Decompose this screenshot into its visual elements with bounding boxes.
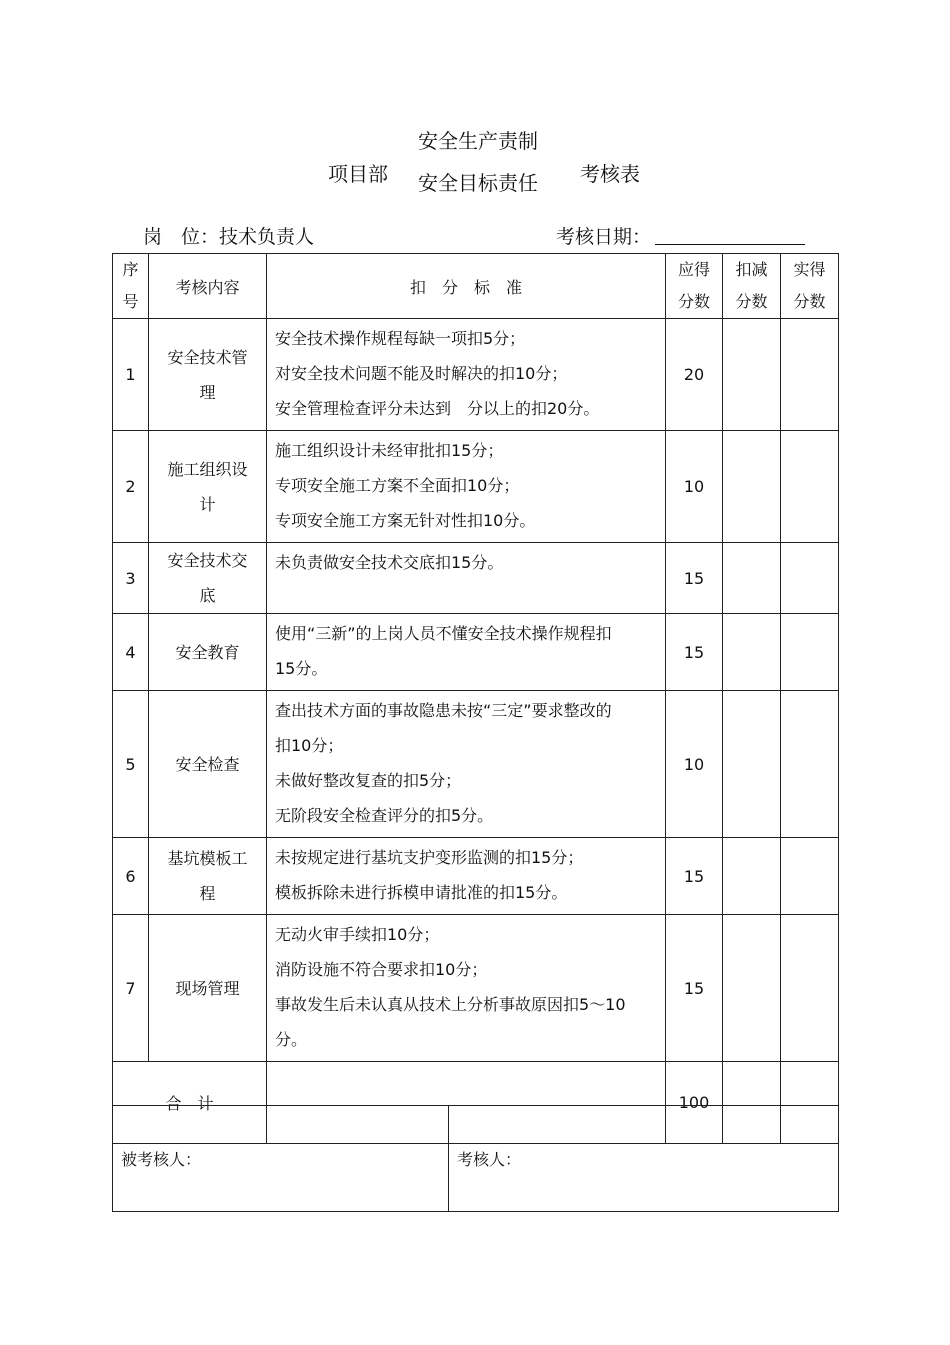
row-seq: 6 <box>113 838 149 915</box>
standard-line: 查出技术方面的事故隐患未按“三定”要求整改的 <box>275 701 612 720</box>
row-item <box>149 614 267 691</box>
row-item <box>149 691 267 838</box>
row-deduct-cell[interactable] <box>723 838 781 915</box>
standard-line: 模板拆除未进行拆模申请批准的扣15分。 <box>275 883 568 902</box>
row-item-line: 安全检查 <box>175 754 240 774</box>
row-item-line: 安全技术管 <box>167 347 248 367</box>
signature-table <box>112 1105 839 1212</box>
row-item-line: 计 <box>199 494 216 514</box>
header-content: 考核内容 <box>149 254 267 319</box>
title-left: 项目部 <box>328 162 388 186</box>
row-seq: 5 <box>113 691 149 838</box>
row-deduct-cell[interactable] <box>723 614 781 691</box>
row-item <box>149 838 267 915</box>
row-seq: 1 <box>113 319 149 431</box>
table-row <box>113 838 839 915</box>
row-actual-cell[interactable] <box>781 838 839 915</box>
row-item-line: 底 <box>199 586 216 605</box>
row-actual-cell[interactable] <box>781 431 839 543</box>
header-deduct <box>723 254 781 319</box>
row-due-score: 15 <box>666 543 723 614</box>
row-seq: 3 <box>113 543 149 614</box>
row-due-score: 15 <box>666 915 723 1062</box>
standard-line: 无阶段安全检查评分的扣5分。 <box>275 806 494 825</box>
header-actual-line: 实得 <box>793 260 826 279</box>
row-seq: 2 <box>113 431 149 543</box>
header-deduct-line: 分数 <box>735 292 768 311</box>
standard-line: 专项安全施工方案不全面扣10分； <box>275 476 520 495</box>
row-actual-cell[interactable] <box>781 543 839 614</box>
row-standard <box>267 838 666 915</box>
row-item-line: 理 <box>199 382 216 402</box>
row-due-score: 15 <box>666 838 723 915</box>
row-item <box>149 543 267 614</box>
title-stack <box>418 128 538 196</box>
date-label: 考核日期： <box>556 226 652 248</box>
header-due <box>666 254 723 319</box>
table-row <box>113 614 839 691</box>
standard-line: 安全管理检查评分未达到 分以上的扣20分。 <box>275 399 600 418</box>
row-due-score: 15 <box>666 614 723 691</box>
position-label: 岗 位：技术负责人 <box>143 226 315 248</box>
row-deduct-cell[interactable] <box>723 319 781 431</box>
table-row <box>113 431 839 543</box>
standard-line: 分。 <box>275 1030 308 1049</box>
row-deduct-cell[interactable] <box>723 691 781 838</box>
header-actual-line: 分数 <box>793 292 826 311</box>
row-standard <box>267 915 666 1062</box>
header-standard: 扣 分 标 准 <box>267 254 666 319</box>
date-blank-line[interactable] <box>655 244 805 245</box>
header-due-line: 应得 <box>677 260 710 279</box>
standard-line: 15分。 <box>275 659 328 678</box>
standard-line: 使用“三新”的上岗人员不懂安全技术操作规程扣 <box>275 624 612 643</box>
row-standard <box>267 691 666 838</box>
row-actual-cell[interactable] <box>781 319 839 431</box>
total-label: 合 计 <box>113 1062 267 1144</box>
header-seq-line: 序 <box>122 260 139 279</box>
row-due-score: 10 <box>666 691 723 838</box>
row-item <box>149 319 267 431</box>
table-row <box>113 915 839 1062</box>
table-row <box>113 691 839 838</box>
assessor-signature[interactable]: 考核人： <box>449 1106 839 1212</box>
standard-line: 扣10分； <box>275 736 344 755</box>
standard-line: 未按规定进行基坑支护变形监测的扣15分； <box>275 848 584 867</box>
row-actual-cell[interactable] <box>781 915 839 1062</box>
header-seq <box>113 254 149 319</box>
row-item-line: 现场管理 <box>175 978 240 998</box>
header-seq-line: 号 <box>122 292 139 311</box>
row-seq: 4 <box>113 614 149 691</box>
header-deduct-line: 扣减 <box>735 260 768 279</box>
row-item-line: 安全技术交 <box>167 551 248 570</box>
row-standard <box>267 543 666 614</box>
row-item-line: 安全教育 <box>175 642 240 662</box>
row-due-score: 10 <box>666 431 723 543</box>
standard-line: 未负责做安全技术交底扣15分。 <box>275 553 504 572</box>
row-actual-cell[interactable] <box>781 691 839 838</box>
title-line-1: 安全生产责制 <box>418 129 538 153</box>
table-row <box>113 543 839 614</box>
row-item-line: 施工组织设 <box>167 459 248 479</box>
row-item-line: 程 <box>199 884 216 903</box>
standard-line: 无动火审手续扣10分； <box>275 925 440 944</box>
table-row <box>113 319 839 431</box>
row-item <box>149 915 267 1062</box>
header-due-line: 分数 <box>677 292 710 311</box>
standard-line: 安全技术操作规程每缺一项扣5分； <box>275 329 526 348</box>
standard-line: 消防设施不符合要求扣10分； <box>275 960 488 979</box>
assessment-table <box>112 253 839 1144</box>
standard-line: 未做好整改复查的扣5分； <box>275 771 462 790</box>
row-deduct-cell[interactable] <box>723 543 781 614</box>
row-due-score: 20 <box>666 319 723 431</box>
title-line-2: 安全目标责任 <box>418 171 538 195</box>
header-actual <box>781 254 839 319</box>
row-seq: 7 <box>113 915 149 1062</box>
row-standard <box>267 614 666 691</box>
standard-line: 对安全技术问题不能及时解决的扣10分； <box>275 364 568 383</box>
row-standard <box>267 431 666 543</box>
row-item-line: 基坑模板工 <box>167 849 248 868</box>
standard-line: 施工组织设计未经审批扣15分； <box>275 441 504 460</box>
row-actual-cell[interactable] <box>781 614 839 691</box>
standard-line: 专项安全施工方案无针对性扣10分。 <box>275 511 536 530</box>
header-row <box>113 254 839 319</box>
total-due-score: 100 <box>666 1062 723 1144</box>
row-standard <box>267 319 666 431</box>
row-deduct-cell[interactable] <box>723 431 781 543</box>
assessee-signature[interactable]: 被考核人： <box>113 1106 449 1212</box>
row-deduct-cell[interactable] <box>723 915 781 1062</box>
title-right: 考核表 <box>580 162 640 186</box>
row-item <box>149 431 267 543</box>
standard-line: 事故发生后未认真从技术上分析事故原因扣5～10 <box>275 995 626 1014</box>
